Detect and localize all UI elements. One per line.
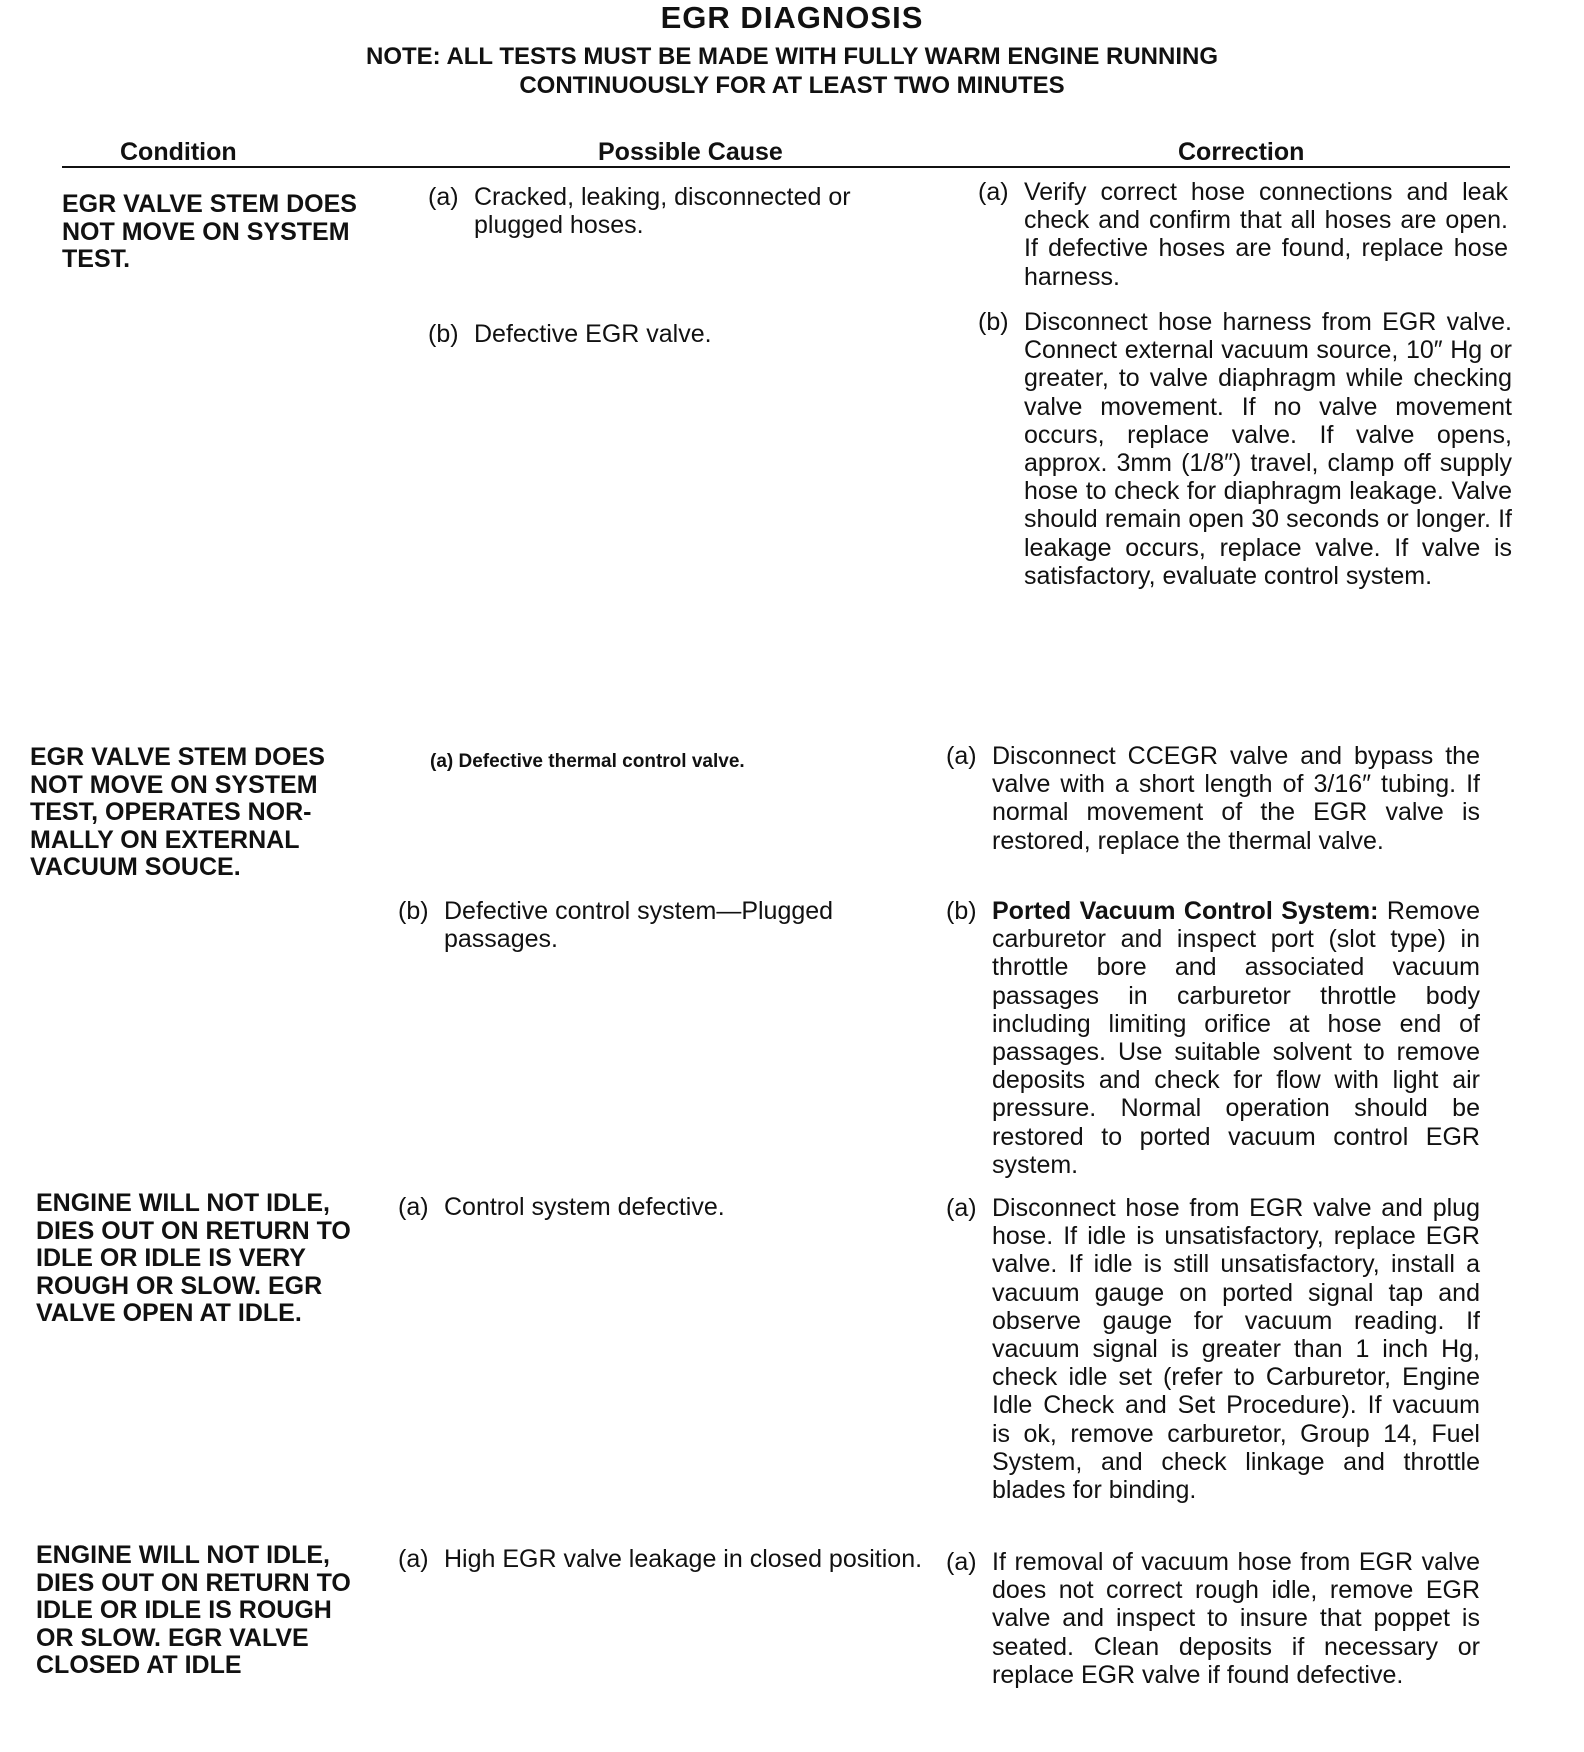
correction-4a: (a) If removal of vacuum hose from EGR valve does not correct rough idle, remove EGR valve and inspect to insure that poppet is seated. Clean deposits if necessary or replace EGR valve if found defective.: [946, 1548, 1480, 1689]
condition-4: ENGINE WILL NOT IDLE, DIES OUT ON RETURN TO IDLE OR IDLE IS ROUGH OR SLOW. EGR VALVE CLOSED AT IDLE: [36, 1541, 351, 1679]
header-condition: Condition: [120, 138, 237, 166]
cause-2a: (a) Defective thermal control valve.: [430, 751, 745, 772]
correction-2b-heading: Ported Vacuum Control System:: [992, 897, 1379, 925]
header-rule: [62, 166, 1510, 168]
correction-2a: (a) Disconnect CCEGR valve and bypass the valve with a short length of 3/16″ tubing. If normal movement of the EGR valve is restored, replace the thermal valve.: [946, 742, 1480, 855]
cause-1a: (a) Cracked, leaking, disconnected or plugged hoses.: [428, 183, 851, 240]
cause-2b: (b) Defective control system—Plugged passages.: [398, 897, 834, 954]
condition-3: ENGINE WILL NOT IDLE, DIES OUT ON RETURN TO IDLE OR IDLE IS VERY ROUGH OR SLOW. EGR VALVE OPEN AT IDLE.: [36, 1189, 351, 1327]
correction-1b: (b) Disconnect hose harness from EGR valve. Connect external vacuum source, 10″ Hg or greater, to valve diaphragm while checking valve movement. If no valve movement occurs, replace valve. If valve opens, approx. 3mm (1/8″) travel, clamp off supply hose to check for diaphragm leakage. Valve should remain open 30 seconds or longer. If leakage occurs, replace valve. If valve is satisfactory, evaluate control system.: [978, 308, 1512, 590]
note-line: CONTINUOUSLY FOR AT LEAST TWO MINUTES: [519, 72, 1065, 99]
note-line: NOTE: ALL TESTS MUST BE MADE WITH FULLY WARM ENGINE RUNNING: [366, 43, 1218, 70]
header-possible-cause: Possible Cause: [598, 138, 783, 166]
header-correction: Correction: [1178, 138, 1305, 166]
condition-1: EGR VALVE STEM DOES NOT MOVE ON SYSTEM TEST.: [62, 190, 357, 273]
cause-3a: (a) Control system defective.: [398, 1193, 725, 1221]
condition-2: EGR VALVE STEM DOES NOT MOVE ON SYSTEM TEST, OPERATES NOR- MALLY ON EXTERNAL VACUUM SOUCE.: [30, 743, 325, 881]
cause-4a: (a) High EGR valve leakage in closed position.: [398, 1545, 923, 1573]
correction-3a: (a) Disconnect hose from EGR valve and plug hose. If idle is unsatisfactory, replace EGR valve. If idle is still unsatisfactory, install a vacuum gauge on ported signal tap and observe gauge for vacuum reading. If vacuum signal is greater than 1 inch Hg, check idle set (refer to Carburetor, Engine Idle Check and Set Procedure). If vacuum is ok, remove carburetor, Group 14, Fuel System, and check linkage and throttle blades for binding.: [946, 1194, 1480, 1505]
correction-2b: (b) Ported Vacuum Control System: Remove carburetor and inspect port (slot type) in throttle bore and associated vacuum passages in carburetor throttle body including limiting orifice at hose end of passages. Use suitable solvent to remove deposits and check for flow with light air pressure. Normal operation should be restored to ported vacuum control EGR system.: [946, 897, 1480, 1179]
note: [0, 42, 1584, 100]
correction-1a: (a) Verify correct hose connections and leak check and confirm that all hoses are open. If defective hoses are found, replace hose harness.: [978, 178, 1508, 291]
cause-1b: (b) Defective EGR valve.: [428, 320, 712, 348]
page-title: EGR DIAGNOSIS: [660, 0, 924, 35]
